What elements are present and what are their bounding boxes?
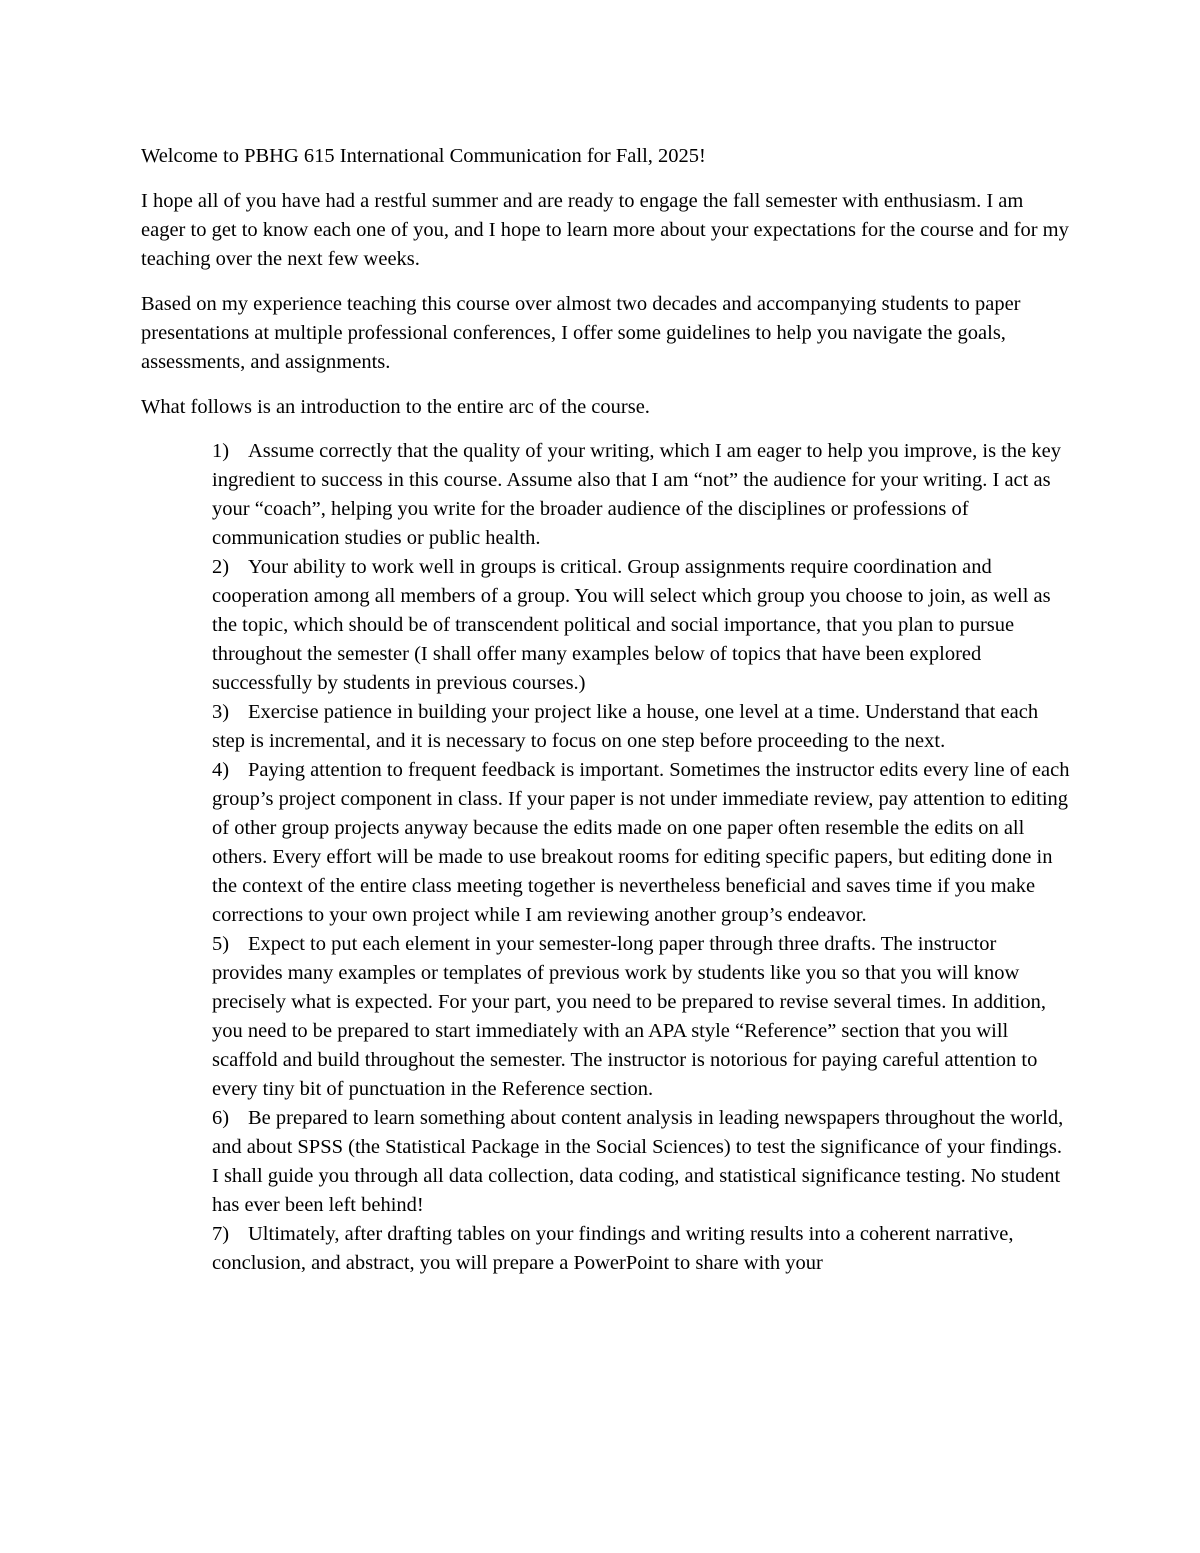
list-item	[212, 1104, 1071, 1220]
list-item-text: Ultimately, after drafting tables on your findings and writing results into a coherent narrative, conclusion, and abstract, you will prepare a PowerPoint to share with your	[212, 1223, 1014, 1274]
list-item-text: Paying attention to frequent feedback is important. Sometimes the instructor edits every line of each group’s project component in class. If your paper is not under immediate review, pay attention to editing of other group projects anyway because the edits made on one paper often resemble the edits on all others. Every effort will be made to use breakout rooms for editing specific papers, but editing done in the context of the entire class meeting together is nevertheless beneficial and saves time if you make corrections to your own project while I am reviewing another group’s endeavor.	[212, 759, 1070, 926]
guidelines-list	[141, 437, 1071, 1278]
list-item-number: 7)	[212, 1223, 230, 1245]
list-item-number: 2)	[212, 556, 230, 578]
list-item-number: 5)	[212, 933, 230, 955]
list-item	[212, 930, 1071, 1104]
list-item-text: Your ability to work well in groups is critical. Group assignments require coordination and cooperation among all members of a group. You will select which group you choose to join, as well as the topic, which should be of transcendent political and social importance, that you plan to pursue throughout the semester (I shall offer many examples below of topics that have been explored successfully by students in previous courses.)	[212, 556, 1051, 694]
list-item-number: 1)	[212, 440, 230, 462]
paragraph-intro: I hope all of you have had a restful summer and are ready to engage the fall semester with enthusiasm. I am eager to get to know each one of you, and I hope to learn more about your expectations for the course and for my teaching over the next few weeks.	[141, 190, 1069, 270]
document-title: Welcome to PBHG 615 International Communication for Fall, 2025!	[141, 145, 706, 167]
paragraph-guidelines: Based on my experience teaching this course over almost two decades and accompanying students to paper presentations at multiple professional conferences, I offer some guidelines to help you navigate the goals, assessments, and assignments.	[141, 293, 1021, 373]
list-item	[212, 553, 1071, 698]
paragraph-arc: What follows is an introduction to the entire arc of the course.	[141, 396, 650, 418]
list-item	[212, 756, 1071, 930]
list-item	[212, 698, 1071, 756]
list-item-number: 4)	[212, 759, 230, 781]
document-body	[141, 142, 1071, 1278]
list-item	[212, 1220, 1071, 1278]
list-item-number: 6)	[212, 1107, 230, 1129]
list-item-text: Be prepared to learn something about content analysis in leading newspapers throughout the world, and about SPSS (the Statistical Package in the Social Sciences) to test the significance of your findings. I shall guide you through all data collection, data coding, and statistical significance testing. No student has ever been left behind!	[212, 1107, 1064, 1216]
list-item-number: 3)	[212, 701, 230, 723]
list-item-text: Exercise patience in building your project like a house, one level at a time. Understand that each step is incremental, and it is necessary to focus on one step before proceeding to the next.	[212, 701, 1039, 752]
list-item	[212, 437, 1071, 553]
list-item-text: Assume correctly that the quality of your writing, which I am eager to help you improve, is the key ingredient to success in this course. Assume also that I am “not” the audience for your writing. I act as your “coach”, helping you write for the broader audience of the disciplines or professions of communication studies or public health.	[212, 440, 1061, 549]
list-item-text: Expect to put each element in your semester-long paper through three drafts. The instructor provides many examples or templates of previous work by students like you so that you will know precisely what is expected. For your part, you need to be prepared to revise several times. In addition, you need to be prepared to start immediately with an APA style “Reference” section that you will scaffold and build throughout the semester. The instructor is notorious for paying careful attention to every tiny bit of punctuation in the Reference section.	[212, 933, 1046, 1100]
